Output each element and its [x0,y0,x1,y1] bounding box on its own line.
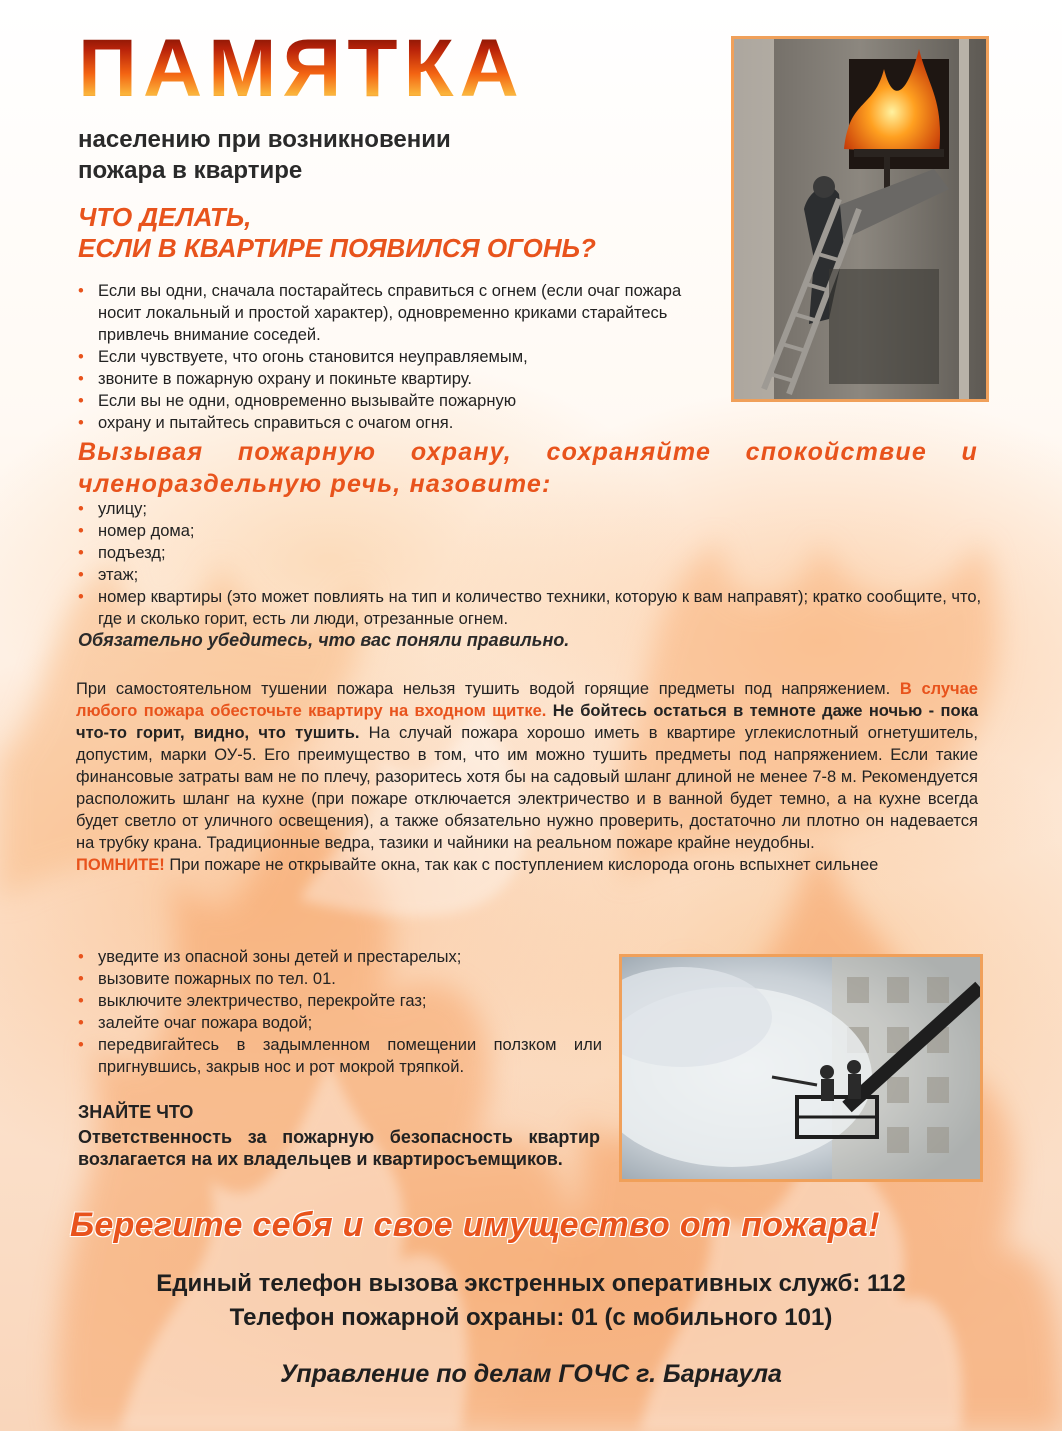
page-subtitle [78,124,451,186]
section1-heading-line-1: ЧТО ДЕЛАТЬ, [78,202,252,232]
section1-heading [78,202,596,264]
list-item: • номер квартиры (это может повлиять на тип и количество техники, которую к вам направят); кратко сообщите, что, где и сколько горит, есть ли люди, отрезанные огнем. [78,586,983,630]
remember-text: При пожаре не открывайте окна, так как с поступлением кислорода огонь вспыхнет сильнее [169,856,879,874]
know-heading: ЗНАЙТЕ ЧТО [78,1102,194,1122]
list-item: • Если вы одни, сначала постарайтесь справиться с огнем (если очаг пожара носит локальный и простой характер), одновременно криками старайтесь привлечь внимание соседей. [78,280,723,346]
list-item: • залейте очаг пожара водой; [78,1012,602,1034]
list-item: • этаж; [78,564,983,586]
list-item: • выключите электричество, перекройте газ; [78,990,602,1012]
section1-heading-line-2: ЕСЛИ В КВАРТИРЕ ПОЯВИЛСЯ ОГОНЬ? [78,233,596,263]
para-warning-orange: В случае любого пожара обесточьте квартиру на входном щитке. [76,680,978,720]
list-item: • номер дома; [78,520,983,542]
slogan: Берегите себя и свое имущество от пожара! [70,1206,880,1244]
page-title: ПАМЯТКА [78,23,525,114]
know-text: Ответственность за пожарную безопасность квартир возлагается на их владельцев и квартиросъемщиков. [78,1127,600,1169]
subtitle-line-2: пожара в квартире [78,157,303,184]
list-item: • охрану и пытайтесь справиться с очагом огня. [78,412,723,434]
list-item: • звоните в пожарную охрану и покиньте квартиру. [78,368,723,390]
para-warning-bold: Не бойтесь остаться в темноте даже ночью - пока что-то горит, видно, что тушить. [76,702,979,742]
list-item: • Если чувствуете, что огонь становится неуправляемым, [78,346,723,368]
list-item: • Если вы не одни, одновременно вызывайте пожарную [78,390,723,412]
section2-heading: Вызывая пожарную охрану, сохраняйте спокойствие и членораздельную речь, назовите: [78,438,978,498]
remember-list [78,946,602,1078]
section1-list [78,280,723,434]
para-text-2: На случай пожара хорошо иметь в квартире углекислотный огнетушитель, допустим, марки ОУ-5. Его преимущество в том, что им можно тушить предметы под напряжением. Если такие финансовые затраты вам не по плечу, разоритесь хотя бы на садовый шланг длиной не менее 7-8 м. Рекомендуется расположить шланг на кухне (при пожаре отключается электричество и в ванной будет темно, а на кухне всегда будет светло от уличного освещения), а также обязательно нужно проверить, достаточно ли плотно он надевается на трубку крана. Традиционные ведра, тазики и чайники на реальном пожаре крайне неудобны. [76,724,979,852]
subtitle-line-1: населению при возникновении [78,126,451,153]
remember-label: ПОМНИТЕ! [76,856,165,874]
aerial-platform-smoke-photo [619,954,983,1182]
emergency-phone-line: Единый телефон вызова экстренных оперативных служб: 112 [156,1270,906,1297]
confirm-note: Обязательно убедитесь, что вас поняли правильно. [78,630,570,650]
footer-organization: Управление по делам ГОЧС г. Барнаула [280,1360,782,1388]
firefighter-ladder-photo [731,36,989,402]
para-text-1: При самостоятельном тушении пожара нельзя тушить водой горящие предметы под напряжением. [76,680,891,698]
extinguishing-paragraph [76,678,978,876]
list-item: • улицу; [78,498,983,520]
fire-phone-line: Телефон пожарной охраны: 01 (с мобильного 101) [229,1304,833,1331]
section2-list [78,498,983,630]
list-item: • уведите из опасной зоны детей и престарелых; [78,946,602,968]
list-item: • передвигайтесь в задымленном помещении ползком или пригнувшись, закрыв нос и рот мокрой тряпкой. [78,1034,602,1078]
list-item: • вызовите пожарных по тел. 01. [78,968,602,990]
list-item: • подъезд; [78,542,983,564]
